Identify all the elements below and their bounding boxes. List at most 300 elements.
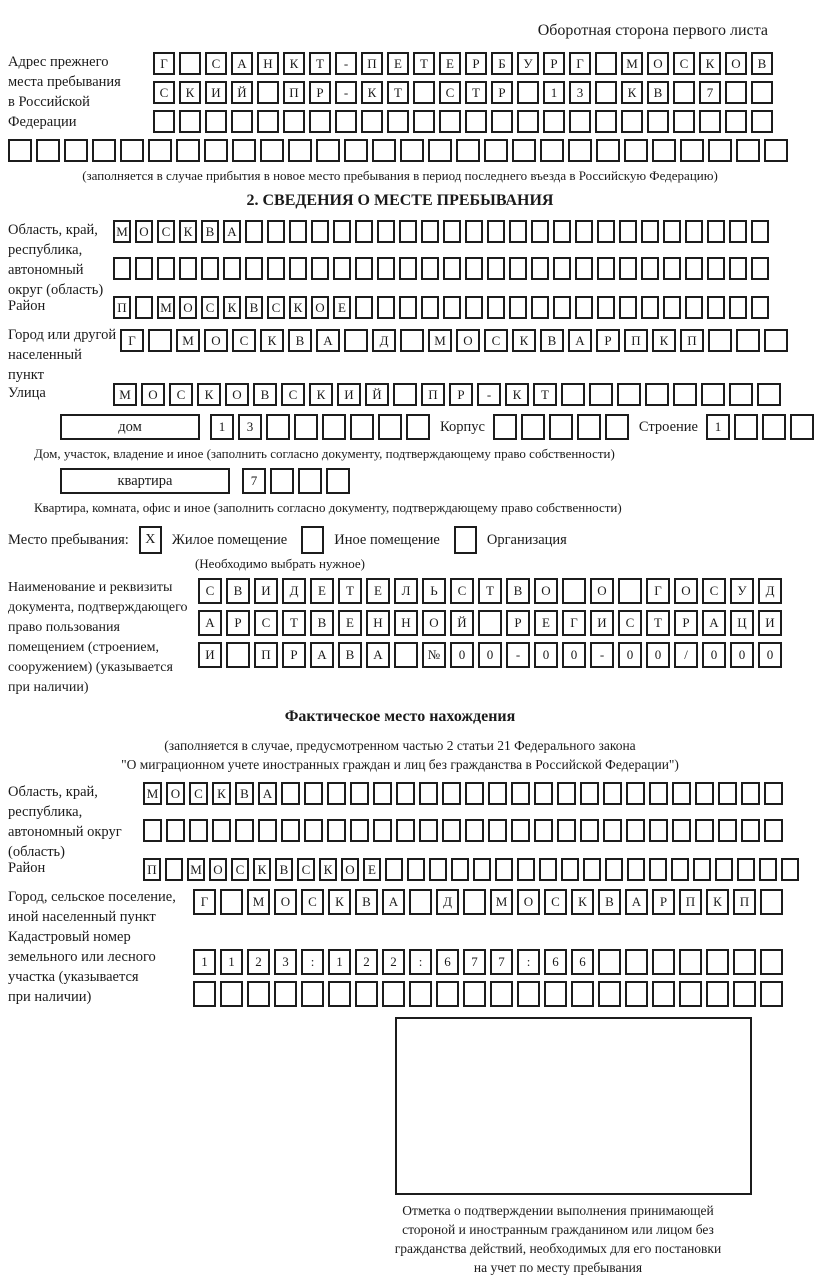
prev-address-row-2: [153, 81, 777, 104]
char-box: В: [226, 578, 250, 604]
char-box: [625, 981, 648, 1007]
char-box: [266, 414, 290, 440]
char-box: -: [477, 383, 501, 406]
char-box: [729, 220, 747, 243]
registration-mark-caption-line: стороной и иностранным гражданином или лицом без: [402, 1222, 714, 1237]
cadastre-row-1: [193, 949, 787, 975]
char-box: [8, 139, 32, 162]
char-box: [764, 329, 788, 352]
char-box: [534, 782, 553, 805]
char-box: [487, 296, 505, 319]
char-box: 0: [702, 642, 726, 668]
house-caption: Дом, участок, владение и иное (заполнить согласно документу, подтверждающему право собственности): [34, 446, 615, 461]
char-box: К: [361, 81, 383, 104]
char-box: К: [328, 889, 351, 915]
char-box: [685, 296, 703, 319]
char-box: [409, 889, 432, 915]
prev-address-label-line: в Российской: [8, 94, 90, 110]
fact-region-label-line: республика,: [8, 804, 83, 820]
prev-address-label-line: места пребывания: [8, 74, 121, 90]
char-box: [597, 220, 615, 243]
char-box: [626, 782, 645, 805]
char-box: Н: [394, 610, 418, 636]
char-box: [409, 981, 432, 1007]
district-label: Район: [8, 298, 46, 314]
char-box: [781, 858, 799, 881]
stay-type-label: Место пребывания:: [8, 531, 129, 548]
city-label-line: населенный пункт: [8, 347, 82, 383]
char-box: [201, 257, 219, 280]
char-box: 2: [355, 949, 378, 975]
char-box: [205, 110, 227, 133]
char-box: [729, 383, 753, 406]
char-box: [619, 220, 637, 243]
char-box: К: [319, 858, 337, 881]
char-box: [557, 782, 576, 805]
house-number-cells: [210, 414, 434, 440]
char-box: [652, 949, 675, 975]
char-box: [751, 257, 769, 280]
char-box: О: [166, 782, 185, 805]
char-box: В: [506, 578, 530, 604]
char-box: [509, 296, 527, 319]
char-box: [421, 220, 439, 243]
char-box: С: [673, 52, 695, 75]
char-box: Е: [333, 296, 351, 319]
char-box: [543, 110, 565, 133]
apartment-field-label: квартира: [60, 468, 230, 494]
char-box: [377, 220, 395, 243]
char-box: [729, 257, 747, 280]
char-box: Г: [646, 578, 670, 604]
char-box: [603, 782, 622, 805]
char-box: [393, 383, 417, 406]
page-side-note: Оборотная сторона первого листа: [537, 22, 768, 39]
char-box: И: [758, 610, 782, 636]
char-box: [350, 819, 369, 842]
char-box: К: [197, 383, 221, 406]
char-box: [179, 52, 201, 75]
char-box: [679, 981, 702, 1007]
char-box: [540, 139, 564, 162]
char-box: [488, 782, 507, 805]
char-box: [274, 981, 297, 1007]
char-box: [625, 949, 648, 975]
char-box: С: [297, 858, 315, 881]
char-box: М: [428, 329, 452, 352]
char-box: О: [456, 329, 480, 352]
char-box: [333, 220, 351, 243]
char-box: [463, 981, 486, 1007]
char-box: [176, 139, 200, 162]
char-box: [534, 819, 553, 842]
char-box: [568, 139, 592, 162]
char-box: [663, 257, 681, 280]
char-box: [589, 383, 613, 406]
char-box: О: [225, 383, 249, 406]
char-box: О: [204, 329, 228, 352]
char-box: А: [223, 220, 241, 243]
char-box: Н: [366, 610, 390, 636]
char-box: [531, 296, 549, 319]
char-box: [685, 257, 703, 280]
char-box: [257, 81, 279, 104]
char-box: Д: [758, 578, 782, 604]
region-row-2: [113, 257, 773, 280]
char-box: [672, 782, 691, 805]
prev-address-label-line: Федерации: [8, 114, 77, 130]
char-box: Т: [533, 383, 557, 406]
char-box: 1: [706, 414, 730, 440]
region-label-line: республика,: [8, 242, 83, 258]
char-box: 0: [478, 642, 502, 668]
char-box: [344, 139, 368, 162]
char-box: С: [301, 889, 324, 915]
char-box: К: [283, 52, 305, 75]
char-box: С: [450, 578, 474, 604]
char-box: Р: [465, 52, 487, 75]
char-box: [443, 257, 461, 280]
char-box: Г: [569, 52, 591, 75]
char-box: Т: [465, 81, 487, 104]
char-box: [553, 257, 571, 280]
char-box: 0: [562, 642, 586, 668]
char-box: [493, 414, 517, 440]
ownership-doc-block: [8, 578, 800, 698]
char-box: К: [571, 889, 594, 915]
char-box: :: [301, 949, 324, 975]
char-box: [762, 414, 786, 440]
char-box: У: [517, 52, 539, 75]
char-box: О: [590, 578, 614, 604]
fact-region-label-line: (область): [8, 844, 65, 860]
char-box: В: [275, 858, 293, 881]
char-box: [465, 819, 484, 842]
char-box: [575, 296, 593, 319]
char-box: П: [113, 296, 131, 319]
char-box: А: [310, 642, 334, 668]
cadastre-label: [8, 927, 193, 1007]
char-box: [322, 414, 346, 440]
ownership-doc-row-3: [198, 642, 786, 668]
prev-address-label: [8, 52, 153, 132]
char-box: 0: [758, 642, 782, 668]
char-box: М: [621, 52, 643, 75]
char-box: [706, 981, 729, 1007]
char-box: Г: [562, 610, 586, 636]
char-box: [511, 819, 530, 842]
char-box: [707, 257, 725, 280]
char-box: [267, 220, 285, 243]
fact-region-row-2: [143, 819, 787, 842]
char-box: [790, 414, 814, 440]
char-box: О: [534, 578, 558, 604]
fact-city-label: [8, 887, 193, 927]
char-box: [495, 858, 513, 881]
char-box: [580, 782, 599, 805]
char-box: [583, 858, 601, 881]
char-box: [707, 296, 725, 319]
char-box: 0: [450, 642, 474, 668]
char-box: [220, 889, 243, 915]
char-box: [92, 139, 116, 162]
char-box: У: [730, 578, 754, 604]
char-box: О: [674, 578, 698, 604]
char-box: С: [281, 383, 305, 406]
fact-region-row-1: [143, 782, 787, 805]
ownership-doc-label-line: при наличии): [8, 680, 89, 695]
char-box: П: [421, 383, 445, 406]
char-box: В: [253, 383, 277, 406]
city-block: [8, 325, 800, 385]
char-box: В: [598, 889, 621, 915]
char-box: [737, 858, 755, 881]
char-box: [517, 858, 535, 881]
char-box: Р: [506, 610, 530, 636]
char-box: [355, 981, 378, 1007]
char-box: [695, 819, 714, 842]
char-box: Е: [338, 610, 362, 636]
city-label-line: Город или другой: [8, 327, 117, 343]
char-box: [148, 139, 172, 162]
char-box: -: [335, 81, 357, 104]
char-box: Д: [372, 329, 396, 352]
char-box: [751, 81, 773, 104]
char-box: [113, 257, 131, 280]
char-box: О: [141, 383, 165, 406]
char-box: [465, 782, 484, 805]
char-box: [463, 889, 486, 915]
apartment-row: [60, 468, 800, 500]
char-box: [396, 782, 415, 805]
char-box: Р: [449, 383, 473, 406]
district-row: [113, 296, 773, 319]
char-box: [361, 110, 383, 133]
district-block: [8, 296, 800, 325]
char-box: -: [335, 52, 357, 75]
char-box: В: [310, 610, 334, 636]
char-box: С: [157, 220, 175, 243]
char-box: [304, 819, 323, 842]
char-box: [617, 383, 641, 406]
char-box: [577, 414, 601, 440]
char-box: [645, 383, 669, 406]
char-box: С: [231, 858, 249, 881]
char-box: В: [288, 329, 312, 352]
ownership-doc-label-line: Наименование и реквизиты: [8, 580, 173, 595]
char-box: №: [422, 642, 446, 668]
fact-subtitle-line: (заполняется в случае, предусмотренном частью 2 статьи 21 Федерального закона: [164, 738, 636, 753]
ownership-doc-label-line: сооружением) (указывается: [8, 660, 173, 675]
char-box: Р: [674, 610, 698, 636]
char-box: [741, 819, 760, 842]
char-box: [595, 52, 617, 75]
char-box: [741, 782, 760, 805]
char-box: Д: [282, 578, 306, 604]
char-box: [764, 782, 783, 805]
house-row: [60, 414, 800, 446]
char-box: М: [113, 383, 137, 406]
char-box: [693, 858, 711, 881]
organization-label: Организация: [486, 531, 567, 548]
char-box: [673, 383, 697, 406]
char-box: [311, 257, 329, 280]
ownership-doc-row-2: [198, 610, 786, 636]
char-box: В: [201, 220, 219, 243]
char-box: [512, 139, 536, 162]
char-box: [673, 81, 695, 104]
char-box: [413, 110, 435, 133]
char-box: [326, 468, 350, 494]
char-box: Б: [491, 52, 513, 75]
char-box: [473, 858, 491, 881]
char-box: [549, 414, 573, 440]
char-box: Т: [387, 81, 409, 104]
char-box: С: [702, 578, 726, 604]
char-box: [478, 610, 502, 636]
char-box: [465, 257, 483, 280]
registration-mark-caption-line: на учет по месту пребывания: [473, 1260, 643, 1275]
char-box: Р: [596, 329, 620, 352]
char-box: [561, 858, 579, 881]
prev-address-block: [8, 52, 800, 139]
char-box: [465, 110, 487, 133]
char-box: С: [484, 329, 508, 352]
char-box: [699, 110, 721, 133]
char-box: 1: [210, 414, 234, 440]
char-box: [488, 819, 507, 842]
char-box: [421, 296, 439, 319]
char-box: [596, 139, 620, 162]
char-box: К: [621, 81, 643, 104]
char-box: [736, 329, 760, 352]
char-box: И: [337, 383, 361, 406]
char-box: [135, 257, 153, 280]
char-box: И: [205, 81, 227, 104]
char-box: М: [143, 782, 162, 805]
char-box: О: [647, 52, 669, 75]
char-box: [373, 782, 392, 805]
char-box: [394, 642, 418, 668]
char-box: [561, 383, 585, 406]
fact-city-label-line: иной населенный пункт: [8, 909, 156, 925]
char-box: А: [231, 52, 253, 75]
char-box: [725, 81, 747, 104]
char-box: А: [625, 889, 648, 915]
char-box: 7: [463, 949, 486, 975]
char-box: [718, 782, 737, 805]
char-box: [557, 819, 576, 842]
stroenie-cells: [706, 414, 818, 440]
char-box: [311, 220, 329, 243]
char-box: [649, 819, 668, 842]
char-box: [439, 110, 461, 133]
char-box: А: [316, 329, 340, 352]
char-box: [436, 981, 459, 1007]
char-box: [451, 858, 469, 881]
char-box: 7: [242, 468, 266, 494]
char-box: [179, 110, 201, 133]
char-box: [595, 110, 617, 133]
char-box: С: [169, 383, 193, 406]
char-box: [36, 139, 60, 162]
char-box: Р: [652, 889, 675, 915]
char-box: О: [517, 889, 540, 915]
char-box: А: [702, 610, 726, 636]
char-box: П: [679, 889, 702, 915]
char-box: [764, 819, 783, 842]
char-box: Ц: [730, 610, 754, 636]
char-box: К: [289, 296, 307, 319]
char-box: [399, 220, 417, 243]
char-box: [245, 257, 263, 280]
char-box: М: [187, 858, 205, 881]
registration-mark-caption: [338, 1201, 778, 1277]
char-box: К: [212, 782, 231, 805]
fact-district-row: [143, 858, 803, 881]
char-box: Т: [413, 52, 435, 75]
char-box: А: [366, 642, 390, 668]
char-box: С: [254, 610, 278, 636]
char-box: [294, 414, 318, 440]
char-box: [605, 858, 623, 881]
char-box: [333, 257, 351, 280]
prev-address-label-line: Адрес прежнего: [8, 54, 109, 70]
char-box: [465, 220, 483, 243]
char-box: К: [179, 220, 197, 243]
char-box: Г: [153, 52, 175, 75]
char-box: [751, 220, 769, 243]
char-box: [511, 782, 530, 805]
char-box: [597, 257, 615, 280]
char-box: Р: [491, 81, 513, 104]
fact-region-label: [8, 782, 143, 862]
char-box: [298, 468, 322, 494]
char-box: [301, 981, 324, 1007]
char-box: [270, 468, 294, 494]
char-box: О: [135, 220, 153, 243]
section2-title: 2. СВЕДЕНИЯ О МЕСТЕ ПРЕБЫВАНИЯ: [246, 192, 554, 209]
char-box: К: [223, 296, 241, 319]
char-box: В: [338, 642, 362, 668]
char-box: [120, 139, 144, 162]
char-box: [387, 110, 409, 133]
char-box: [733, 981, 756, 1007]
char-box: [235, 819, 254, 842]
char-box: [517, 110, 539, 133]
char-box: [456, 139, 480, 162]
char-box: 3: [238, 414, 262, 440]
fact-region-label-line: автономный округ: [8, 824, 122, 840]
char-box: [580, 819, 599, 842]
apartment-cells: [242, 468, 354, 494]
fact-city-block: [8, 887, 800, 927]
ownership-doc-label: [8, 578, 198, 698]
char-box: [652, 139, 676, 162]
char-box: 7: [699, 81, 721, 104]
korpus-cells: [493, 414, 633, 440]
char-box: Р: [309, 81, 331, 104]
char-box: Й: [231, 81, 253, 104]
char-box: О: [341, 858, 359, 881]
char-box: [764, 139, 788, 162]
char-box: Й: [450, 610, 474, 636]
region-label-line: Область, край,: [8, 222, 98, 238]
char-box: 1: [328, 949, 351, 975]
other-premise-label: Иное помещение: [334, 531, 440, 548]
prev-address-caption: (заполняется в случае прибытия в новое место пребывания в период последнего въезда в Российскую Федерацию): [82, 168, 718, 183]
char-box: В: [245, 296, 263, 319]
